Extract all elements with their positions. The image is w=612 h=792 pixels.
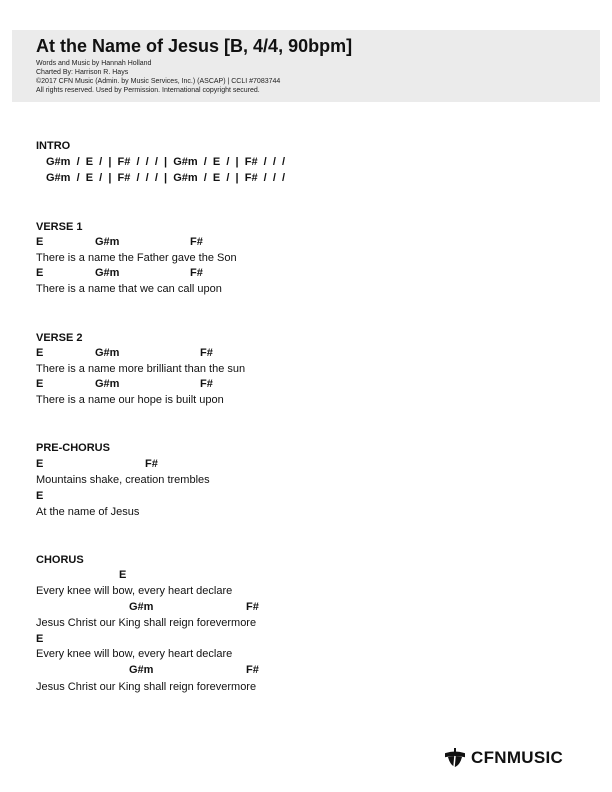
chord: F# (246, 664, 259, 676)
chord: F# (246, 601, 259, 613)
lyric: There is a name more brilliant than the sun (36, 363, 246, 375)
intro-chords-1: G#m / E / | F# / / / | G#m / E / | F# / / / (46, 156, 286, 168)
chord: F# (190, 267, 203, 279)
chord: G#m (95, 236, 120, 248)
cfn-music-logo (444, 748, 563, 768)
lyric: Every knee will bow, every heart declare (36, 585, 233, 597)
section-title-prechorus: PRE-CHORUS (36, 442, 110, 454)
lyric: Every knee will bow, every heart declare (36, 648, 233, 660)
chord: E (36, 458, 44, 470)
section-title-verse2: VERSE 2 (36, 332, 83, 344)
chord: G#m (129, 664, 154, 676)
chord: G#m (95, 267, 120, 279)
section-title-verse1: VERSE 1 (36, 221, 83, 233)
credits-copyright: ©2017 CFN Music (Admin. by Music Services, Inc.) (ASCAP) | CCLI #7083744 (36, 78, 281, 85)
chord: F# (145, 458, 158, 470)
logo-text: CFNMUSIC (471, 748, 564, 767)
chord: E (36, 378, 44, 390)
lyric: There is a name our hope is built upon (36, 394, 224, 406)
lyric: There is a name that we can call upon (36, 283, 222, 295)
intro-chords-2: G#m / E / | F# / / / | G#m / E / | F# / / / (46, 172, 286, 184)
lyric: Jesus Christ our King shall reign forevermore (36, 681, 257, 693)
chord: G#m (129, 601, 154, 613)
lyric: Jesus Christ our King shall reign forevermore (36, 617, 257, 629)
chord: G#m (95, 378, 120, 390)
chord: E (36, 490, 44, 502)
chord: G#m (95, 347, 120, 359)
credits-charted: Charted By: Harrison R. Hays (36, 69, 129, 76)
chord: E (36, 347, 44, 359)
lyric: Mountains shake, creation trembles (36, 474, 210, 486)
section-title-intro: INTRO (36, 140, 71, 152)
cross-logo-icon (444, 748, 466, 768)
lyric: At the name of Jesus (36, 506, 140, 518)
lyric: There is a name the Father gave the Son (36, 252, 237, 264)
chord: F# (200, 347, 213, 359)
chord: F# (190, 236, 203, 248)
chord: E (119, 569, 127, 581)
chord: E (36, 267, 44, 279)
song-title: At the Name of Jesus [B, 4/4, 90bpm] (36, 36, 353, 56)
chord: E (36, 236, 44, 248)
section-title-chorus: CHORUS (36, 554, 84, 566)
credits-writer: Words and Music by Hannah Holland (36, 60, 152, 67)
chord: F# (200, 378, 213, 390)
chord: E (36, 633, 44, 645)
credits-rights: All rights reserved. Used by Permission. International copyright secured. (36, 87, 260, 94)
